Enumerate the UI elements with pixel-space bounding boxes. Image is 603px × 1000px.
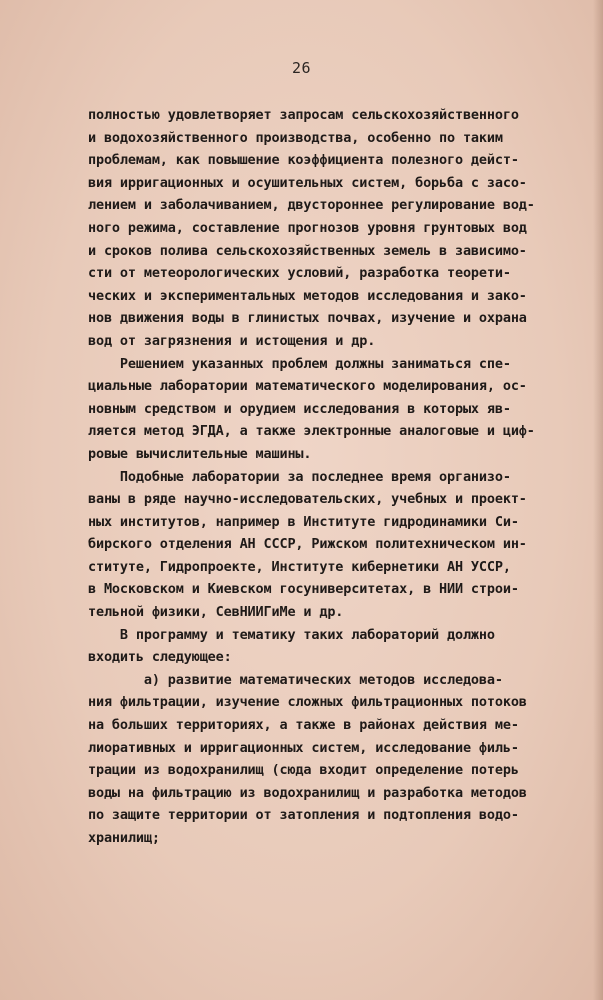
text-line: проблемам, как повышение коэффициента полезного дейст- xyxy=(88,152,519,169)
text-line: полностью удовлетворяет запросам сельскохозяйственного xyxy=(88,107,519,123)
text-line: новным средством и орудием исследования в которых яв- xyxy=(88,400,511,417)
text-line: ния фильтрации, изучение сложных фильтрационных потоков xyxy=(88,694,527,711)
text-line: и сроков полива сельскохозяйственных земель в зависимо- xyxy=(88,242,527,259)
text-line: и водохозяйственного производства, особенно по таким xyxy=(88,129,503,146)
text-line: по защите территории от затопления и подтопления водо- xyxy=(88,807,519,824)
text-line: циальные лаборатории математического моделирования, ос- xyxy=(88,378,527,395)
text-line: воды на фильтрацию из водохранилищ и разработка методов xyxy=(88,784,527,801)
page-edge-shadow xyxy=(593,0,603,1000)
text-line: лиоративных и ирригационных систем, исследование филь- xyxy=(88,739,519,756)
text-line: ных институтов, например в Институте гидродинамики Си- xyxy=(88,513,519,530)
text-line: Решением указанных проблем должны заниматься спе- xyxy=(88,355,511,372)
text-line: ного режима, составление прогнозов уровня грунтовых вод xyxy=(88,219,527,236)
text-line: вод от загрязнения и истощения и др. xyxy=(88,332,376,349)
text-line: ляется метод ЭГДА, а также электронные аналоговые и циф- xyxy=(88,423,535,440)
text-line: ческих и экспериментальных методов исследования и зако- xyxy=(88,287,527,304)
text-line: нов движения воды в глинистых почвах, изучение и охрана xyxy=(88,310,527,327)
text-line: вия ирригационных и осушительных систем, борьба с засо- xyxy=(88,174,527,191)
text-line: в Московском и Киевском госуниверситетах, в НИИ строи- xyxy=(88,581,519,598)
text-line: лением и заболачиванием, двустороннее регулирование вод- xyxy=(88,197,535,214)
text-line: а) развитие математических методов исследова- xyxy=(88,671,503,688)
text-line: тельной физики, СевНИИГиМе и др. xyxy=(88,604,344,621)
body-text xyxy=(88,104,588,850)
page-number: 26 xyxy=(291,59,312,77)
text-line: трации из водохранилищ (сюда входит определение потерь xyxy=(88,762,519,779)
text-line: В программу и тематику таких лабораторий должно xyxy=(88,626,495,643)
text-line: Подобные лаборатории за последнее время организо- xyxy=(88,468,511,485)
text-line: сти от метеорологических условий, разработка теорети- xyxy=(88,265,511,282)
text-line: на больших территориях, а также в районах действия ме- xyxy=(88,717,519,734)
text-line: хранилищ; xyxy=(88,830,160,846)
text-line: ваны в ряде научно-исследовательских, учебных и проект- xyxy=(88,491,527,508)
text-line: ституте, Гидропроекте, Институте кибернетики АН УССР, xyxy=(88,558,511,575)
text-line: бирского отделения АН СССР, Рижском политехническом ин- xyxy=(88,536,527,553)
text-line: ровые вычислительные машины. xyxy=(88,445,312,462)
text-line: входить следующее: xyxy=(88,649,232,666)
